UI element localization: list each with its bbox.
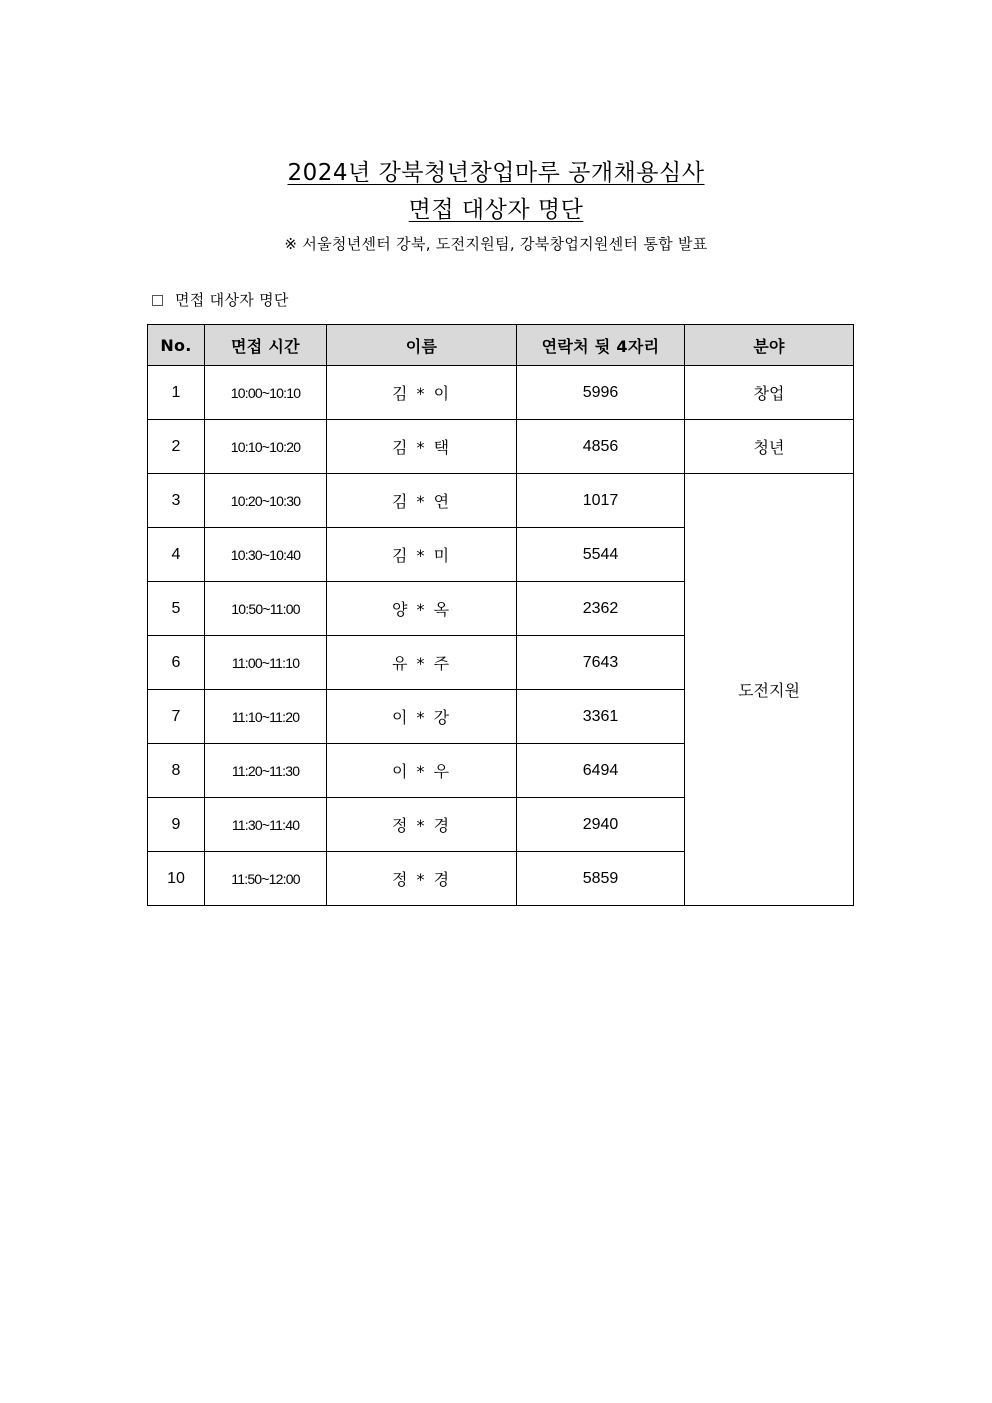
page-subtitle: 면접 대상자 명단	[408, 197, 584, 223]
cell-name: 김 * 미	[327, 528, 517, 582]
page-title: 2024년 강북청년창업마루 공개채용심사	[287, 160, 705, 186]
table-row	[148, 420, 854, 474]
cell-field-merged: 도전지원	[685, 474, 854, 906]
cell-no: 1	[148, 366, 205, 420]
cell-phone: 7643	[517, 636, 685, 690]
section-heading-label: 면접 대상자 명단	[175, 291, 289, 309]
cell-time: 10:20~10:30	[205, 474, 327, 528]
table-header-row	[148, 325, 854, 366]
cell-no: 9	[148, 798, 205, 852]
cell-name: 김 * 이	[327, 366, 517, 420]
announcement-note: ※ 서울청년센터 강북, 도전지원팀, 강북창업지원센터 통합 발표	[284, 235, 708, 253]
column-header-time: 면접 시간	[205, 325, 327, 366]
cell-no: 4	[148, 528, 205, 582]
square-bullet-icon	[152, 295, 163, 306]
cell-name: 이 * 우	[327, 744, 517, 798]
cell-time: 11:30~11:40	[205, 798, 327, 852]
cell-name: 양 * 옥	[327, 582, 517, 636]
table-row	[148, 474, 854, 528]
cell-no: 5	[148, 582, 205, 636]
title-block	[0, 158, 992, 254]
cell-phone: 3361	[517, 690, 685, 744]
cell-no: 10	[148, 852, 205, 906]
cell-field: 창업	[685, 366, 854, 420]
column-header-field: 분야	[685, 325, 854, 366]
cell-time: 11:10~11:20	[205, 690, 327, 744]
cell-time: 11:50~12:00	[205, 852, 327, 906]
cell-time: 10:50~11:00	[205, 582, 327, 636]
cell-field: 청년	[685, 420, 854, 474]
cell-time: 11:00~11:10	[205, 636, 327, 690]
cell-name: 정 * 경	[327, 852, 517, 906]
cell-phone: 4856	[517, 420, 685, 474]
cell-phone: 2940	[517, 798, 685, 852]
cell-time: 10:30~10:40	[205, 528, 327, 582]
cell-phone: 6494	[517, 744, 685, 798]
column-header-no: No.	[148, 325, 205, 366]
cell-phone: 5544	[517, 528, 685, 582]
section-heading	[152, 290, 289, 310]
cell-no: 7	[148, 690, 205, 744]
cell-phone: 2362	[517, 582, 685, 636]
cell-time: 10:10~10:20	[205, 420, 327, 474]
cell-name: 김 * 택	[327, 420, 517, 474]
cell-phone: 5996	[517, 366, 685, 420]
interview-roster-table	[147, 324, 854, 906]
cell-phone: 5859	[517, 852, 685, 906]
cell-time: 11:20~11:30	[205, 744, 327, 798]
cell-name: 유 * 주	[327, 636, 517, 690]
column-header-name: 이름	[327, 325, 517, 366]
cell-no: 8	[148, 744, 205, 798]
cell-time: 10:00~10:10	[205, 366, 327, 420]
column-header-phone: 연락처 뒷 4자리	[517, 325, 685, 366]
cell-phone: 1017	[517, 474, 685, 528]
cell-no: 6	[148, 636, 205, 690]
table-row	[148, 366, 854, 420]
cell-name: 이 * 강	[327, 690, 517, 744]
cell-name: 정 * 경	[327, 798, 517, 852]
cell-name: 김 * 연	[327, 474, 517, 528]
cell-no: 2	[148, 420, 205, 474]
cell-no: 3	[148, 474, 205, 528]
